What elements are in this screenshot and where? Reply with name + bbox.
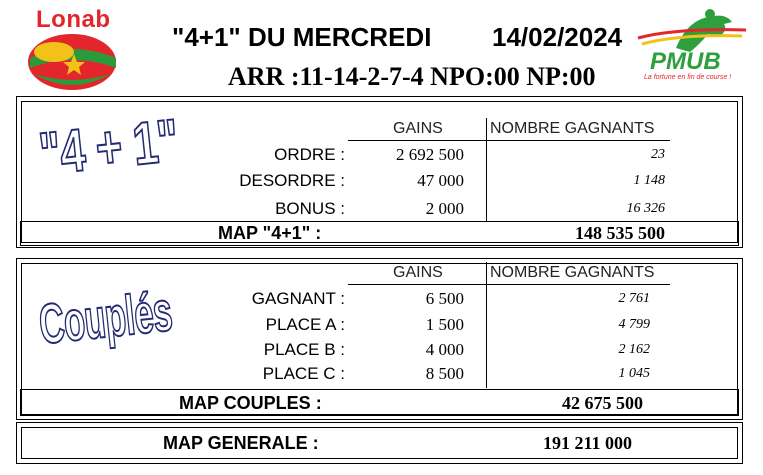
gain-place-a: 1 500: [425, 315, 464, 334]
gain-desordre: 47 000: [417, 171, 464, 190]
nombre-place-a: 4 799: [618, 317, 650, 332]
row-label-place-b: PLACE B :: [263, 340, 345, 359]
label-quatre-plus-un: "4 + 1": [36, 106, 182, 188]
col-gains-header: GAINS: [393, 120, 443, 137]
pmub-tagline: La fortune en fin de course !: [644, 74, 732, 81]
arrival-line: ARR :11-14-2-7-4 NPO:00 NP:00: [228, 62, 596, 91]
draw-date: 14/02/2024: [492, 22, 623, 52]
row-label-place-c: PLACE C :: [262, 364, 345, 383]
map-couples-value: 42 675 500: [562, 393, 643, 413]
row-label-desordre: DESORDRE :: [239, 171, 345, 190]
gain-ordre: 2 692 500: [396, 145, 464, 164]
gain-bonus: 2 000: [425, 199, 464, 218]
gain-place-c: 8 500: [425, 364, 464, 383]
nombre-desordre: 1 148: [633, 173, 665, 188]
map-quatre-plus-un-label: MAP "4+1" :: [218, 223, 322, 243]
row-label-place-a: PLACE A :: [265, 315, 345, 334]
nombre-ordre: 23: [651, 147, 665, 162]
col-nombre-header: NOMBRE GAGNANTS: [490, 264, 655, 281]
map-generale-label: MAP GENERALE :: [163, 433, 319, 453]
nombre-place-b: 2 162: [618, 342, 650, 357]
row-label-ordre: ORDRE :: [274, 145, 345, 164]
col-gains-header: GAINS: [393, 264, 443, 281]
page-title: "4+1" DU MERCREDI: [172, 22, 432, 52]
row-label-bonus: BONUS :: [275, 199, 345, 218]
map-generale-value: 191 211 000: [542, 433, 632, 453]
map-quatre-plus-un-value: 148 535 500: [575, 223, 665, 243]
map-couples-label: MAP COUPLES :: [179, 393, 322, 413]
nombre-gagnant: 2 761: [618, 291, 650, 306]
col-nombre-header: NOMBRE GAGNANTS: [490, 120, 655, 137]
pmub-logo: [636, 8, 748, 82]
panel-generale: [16, 422, 743, 464]
row-label-gagnant: GAGNANT :: [251, 289, 345, 308]
label-couples: Couplés: [36, 279, 175, 356]
gain-gagnant: 6 500: [425, 289, 464, 308]
nombre-place-c: 1 045: [618, 366, 650, 381]
pmub-wordmark: PMUB: [650, 48, 721, 75]
nombre-bonus: 16 326: [626, 201, 665, 216]
gain-place-b: 4 000: [425, 340, 464, 359]
lonab-wordmark: Lonab: [36, 6, 111, 33]
